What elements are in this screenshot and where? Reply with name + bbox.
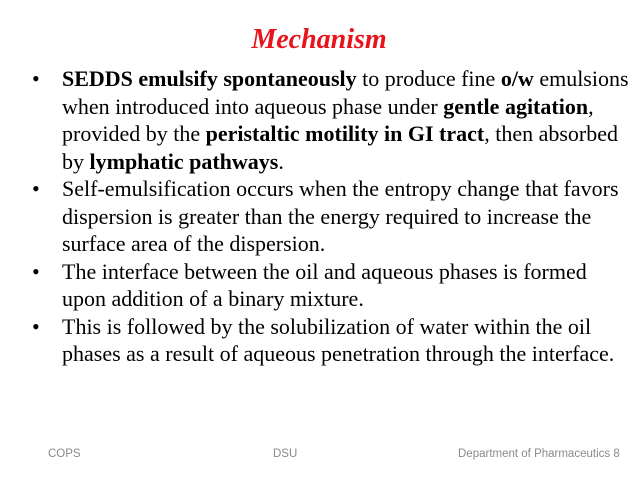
bullet-item bbox=[30, 258, 630, 313]
bullet-text: Self-emulsification occurs when the entropy change that favors dispersion is greater than the energy required to increase the surface area of the dispersion. bbox=[62, 176, 619, 256]
bullet-text: The interface between the oil and aqueous phases is formed upon addition of a binary mixture. bbox=[62, 258, 587, 311]
bold-phrase: SEDDS emulsify spontaneously bbox=[62, 66, 357, 91]
bullet-dot: • bbox=[32, 313, 40, 339]
bullet-item bbox=[30, 65, 630, 175]
bold-phrase: lymphatic pathways bbox=[89, 148, 279, 174]
footer-org: COPS bbox=[48, 448, 81, 460]
footer-institution: DSU bbox=[273, 448, 298, 460]
bold-phrase: gentle agitation bbox=[443, 93, 589, 119]
text-run: , provided by the bbox=[62, 93, 594, 146]
bullet-dot: • bbox=[32, 176, 40, 201]
bullet-list bbox=[30, 65, 630, 368]
bullet-dot: • bbox=[32, 66, 40, 91]
footer-department-page: Department of Pharmaceutics 8 bbox=[458, 448, 620, 460]
bullet-dot: • bbox=[32, 258, 40, 284]
bold-phrase: peristaltic motility in GI tract bbox=[205, 121, 485, 146]
bullet-item bbox=[30, 313, 630, 368]
slide-title: Mechanism bbox=[251, 24, 387, 55]
text-run: to produce fine bbox=[356, 66, 501, 91]
bullet-text bbox=[62, 66, 629, 174]
bullet-text: This is followed by the solubilization of water within the oil phases as a result of aqueous penetration through the interface. bbox=[62, 313, 615, 366]
bold-phrase: o/w bbox=[500, 66, 534, 91]
bullet-item bbox=[30, 175, 630, 258]
text-run: . bbox=[278, 148, 284, 174]
text-run: emulsions when introduced into aqueous phase under bbox=[62, 66, 629, 119]
text-run: , then absorbed by bbox=[62, 121, 618, 174]
